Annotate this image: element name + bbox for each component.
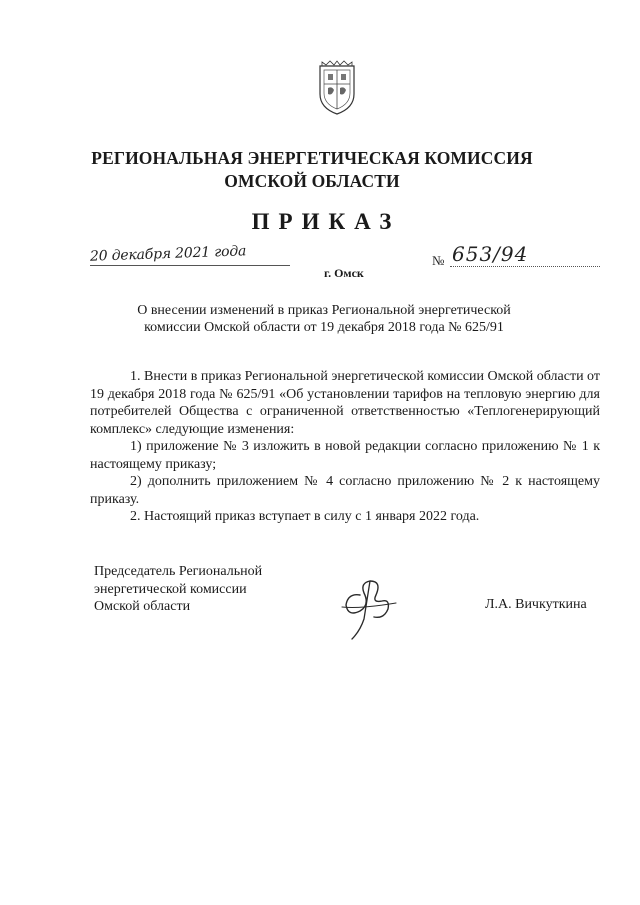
body-paragraph-4: 2. Настоящий приказ вступает в силу с 1 января 2022 года.: [130, 509, 480, 524]
signatory-line1: Председатель Региональной: [94, 564, 263, 579]
city-label: г. Омск: [324, 266, 364, 280]
date-underline: [90, 265, 290, 266]
org-title-line2: ОМСКОЙ ОБЛАСТИ: [224, 171, 400, 191]
number-label: №: [432, 253, 445, 268]
handwritten-order-number: 653/94: [452, 242, 529, 266]
number-underline: [450, 266, 600, 267]
subject-line2: комиссии Омской области от 19 декабря 2018 года № 625/91: [144, 320, 504, 335]
coat-of-arms-icon: [316, 60, 358, 116]
subject-line1: О внесении изменений в приказ Региональной энергетической: [137, 303, 511, 318]
signer-name: Л.А. Вичкуткина: [485, 597, 587, 612]
signatory-line2: энергетической комиссии: [94, 581, 247, 597]
body-paragraph-2: 1) приложение № 3 изложить в новой редакции согласно приложению № 1 к настоящему приказу;: [90, 439, 600, 472]
order-body: [90, 368, 600, 526]
body-paragraph-1: 1. Внести в приказ Региональной энергетической комиссии Омской области от 19 декабря 2018 года № 625/91 «Об установлении тарифов на тепловую энергию для потребителей Общества с ограниченной ответственностью «Теплогенерирующий комплекс» следующие изменения:: [90, 369, 600, 437]
org-title-line1: РЕГИОНАЛЬНАЯ ЭНЕРГЕТИЧЕСКАЯ КОМИССИЯ: [91, 148, 533, 168]
body-paragraph-3: 2) дополнить приложением № 4 согласно приложению № 2 к настоящему приказу.: [90, 474, 600, 507]
handwritten-date: 20 декабря 2021 года: [89, 243, 247, 265]
signatory-line3: Омской области: [94, 599, 191, 614]
document-type-heading: ПРИКАЗ: [251, 209, 401, 234]
handwritten-signature: [330, 565, 410, 645]
signatory-position: [94, 563, 262, 616]
